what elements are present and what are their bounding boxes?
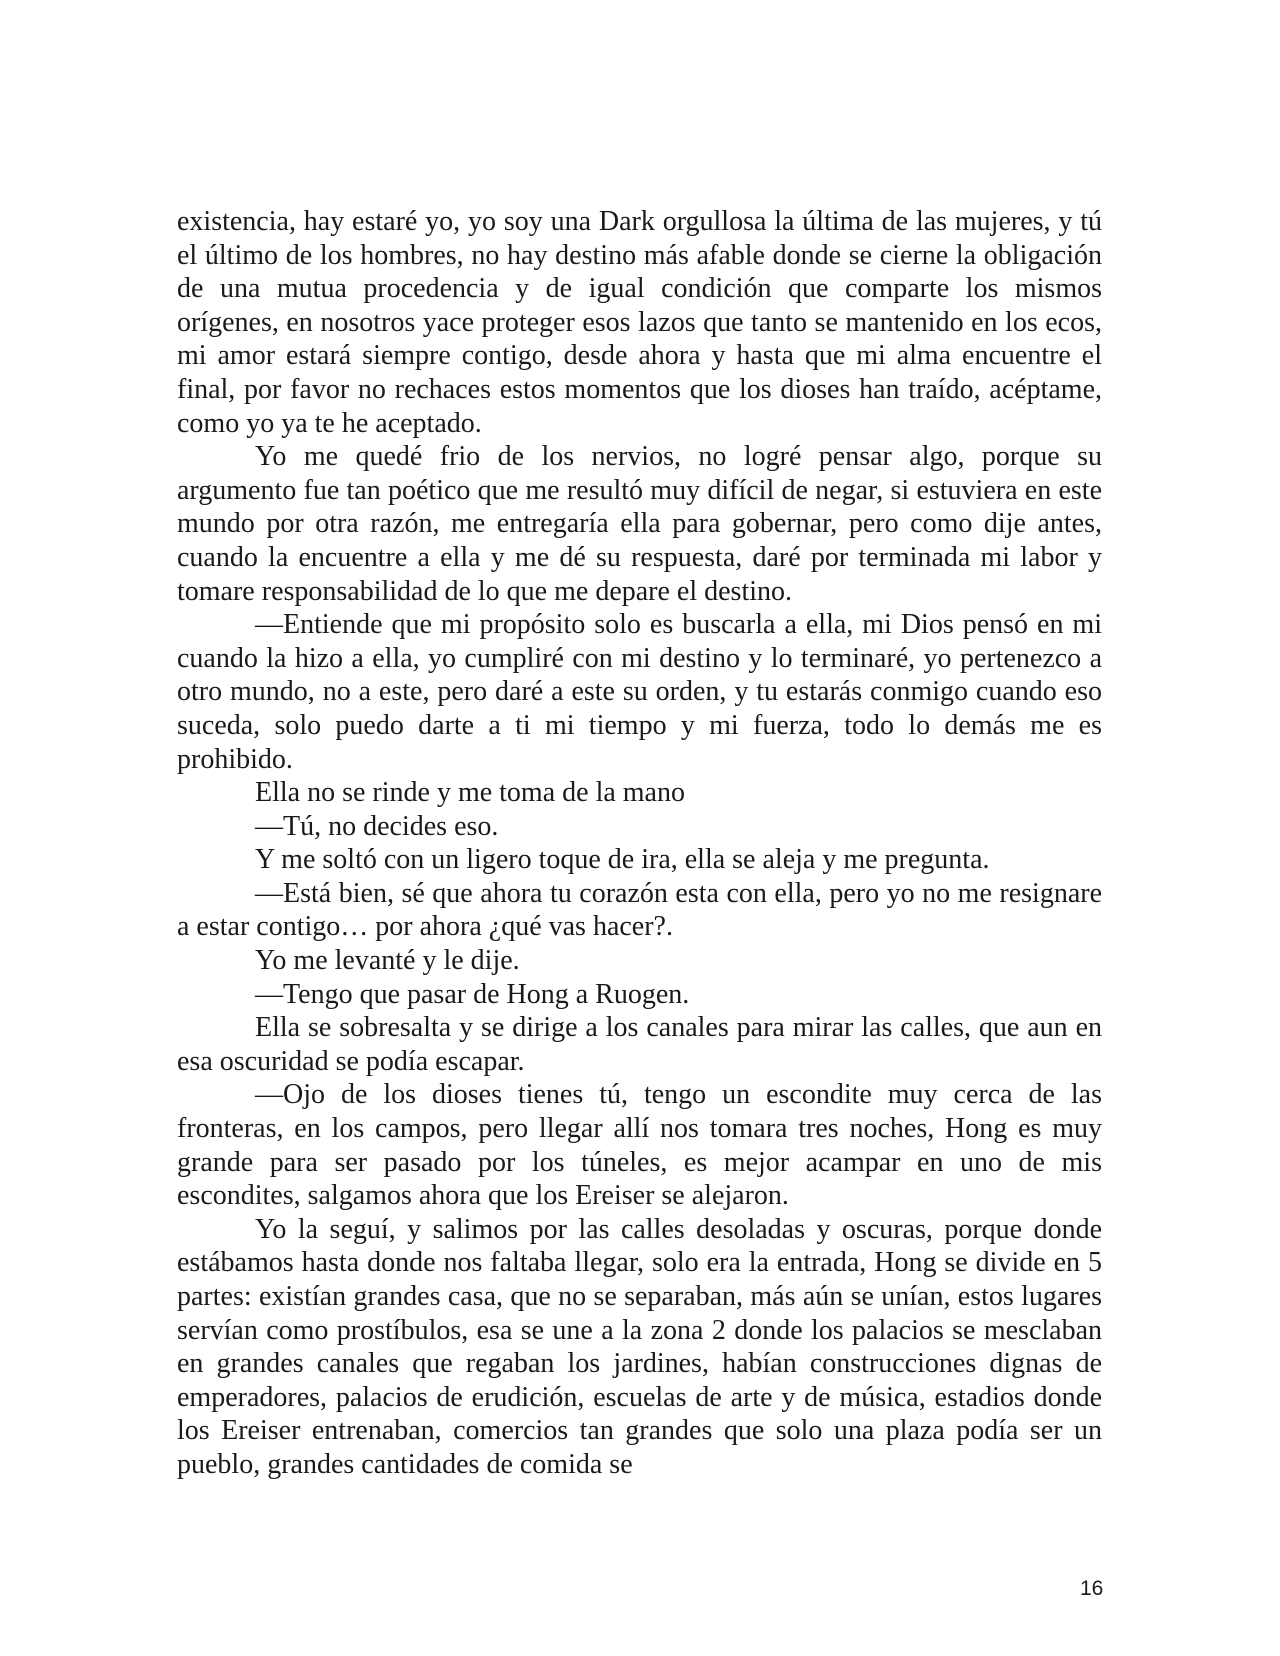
paragraph-6: Y me soltó con un ligero toque de ira, ella se aleja y me pregunta.	[255, 844, 990, 876]
paragraph-10: Ella se sobresalta y se dirige a los canales para mirar las calles, que aun en esa oscuridad se podía escapar.	[177, 1012, 1102, 1077]
paragraph-9: —Tengo que pasar de Hong a Ruogen.	[255, 978, 690, 1010]
paragraph-11: —Ojo de los dioses tienes tú, tengo un escondite muy cerca de las fronteras, en los campos, pero llegar allí nos tomara tres noches, Hong es muy grande para ser pasado por los túneles, es mejor acampar en uno de mis escondites, salgamos ahora que los Ereiser se alejaron.	[177, 1079, 1102, 1212]
paragraph-4: Ella no se rinde y me toma de la mano	[255, 777, 685, 809]
paragraph-1: existencia, hay estaré yo, yo soy una Dark orgullosa la última de las mujeres, y tú el último de los hombres, no hay destino más afable donde se cierne la obligación de una mutua procedencia y de igual condición que comparte los mismos orígenes, en nosotros yace proteger esos lazos que tanto se mantenido en los ecos, mi amor estará siempre contigo, desde ahora y hasta que mi alma encuentre el final, por favor no rechaces estos momentos que los dioses han traído, acéptame, como yo ya te he aceptado.	[177, 206, 1102, 439]
paragraph-7: —Está bien, sé que ahora tu corazón esta con ella, pero yo no me resignare a estar contigo… por ahora ¿qué vas hacer?.	[177, 877, 1102, 943]
paragraph-8: Yo me levanté y le dije.	[255, 945, 520, 977]
paragraph-12: Yo la seguí, y salimos por las calles desoladas y oscuras, porque donde estábamos hasta donde nos faltaba llegar, solo era la entrada, Hong se divide en 5 partes: existían grandes casa, que no se separaban, más aún se unían, estos lugares servían como prostíbulos, esa se une a la zona 2 donde los palacios se mesclaban en grandes canales que regaban los jardines, habían construcciones dignas de emperadores, palacios de erudición, escuelas de arte y de música, estadios donde los Ereiser entrenaban, comercios tan grandes que solo una plaza podía ser un pueblo, grandes cantidades de comida se	[177, 1213, 1102, 1480]
page-number: 16	[1080, 1577, 1104, 1600]
paragraph-5: —Tú, no decides eso.	[255, 810, 499, 842]
paragraph-2: Yo me quedé frio de los nervios, no logré pensar algo, porque su argumento fue tan poético que me resultó muy difícil de negar, si estuviera en este mundo por otra razón, me entregaría ella para gobernar, pero como dije antes, cuando la encuentre a ella y me dé su respuesta, daré por terminada mi labor y tomare responsabilidad de lo que me depare el destino.	[177, 441, 1102, 607]
paragraph-3: —Entiende que mi propósito solo es buscarla a ella, mi Dios pensó en mi cuando la hizo a ella, yo cumpliré con mi destino y lo terminaré, yo pertenezco a otro mundo, no a este, pero daré a este su orden, y tu estarás conmigo cuando eso suceda, solo puedo darte a ti mi tiempo y mi fuerza, todo lo demás me es prohibido.	[177, 609, 1102, 775]
body-text	[177, 205, 1102, 1482]
